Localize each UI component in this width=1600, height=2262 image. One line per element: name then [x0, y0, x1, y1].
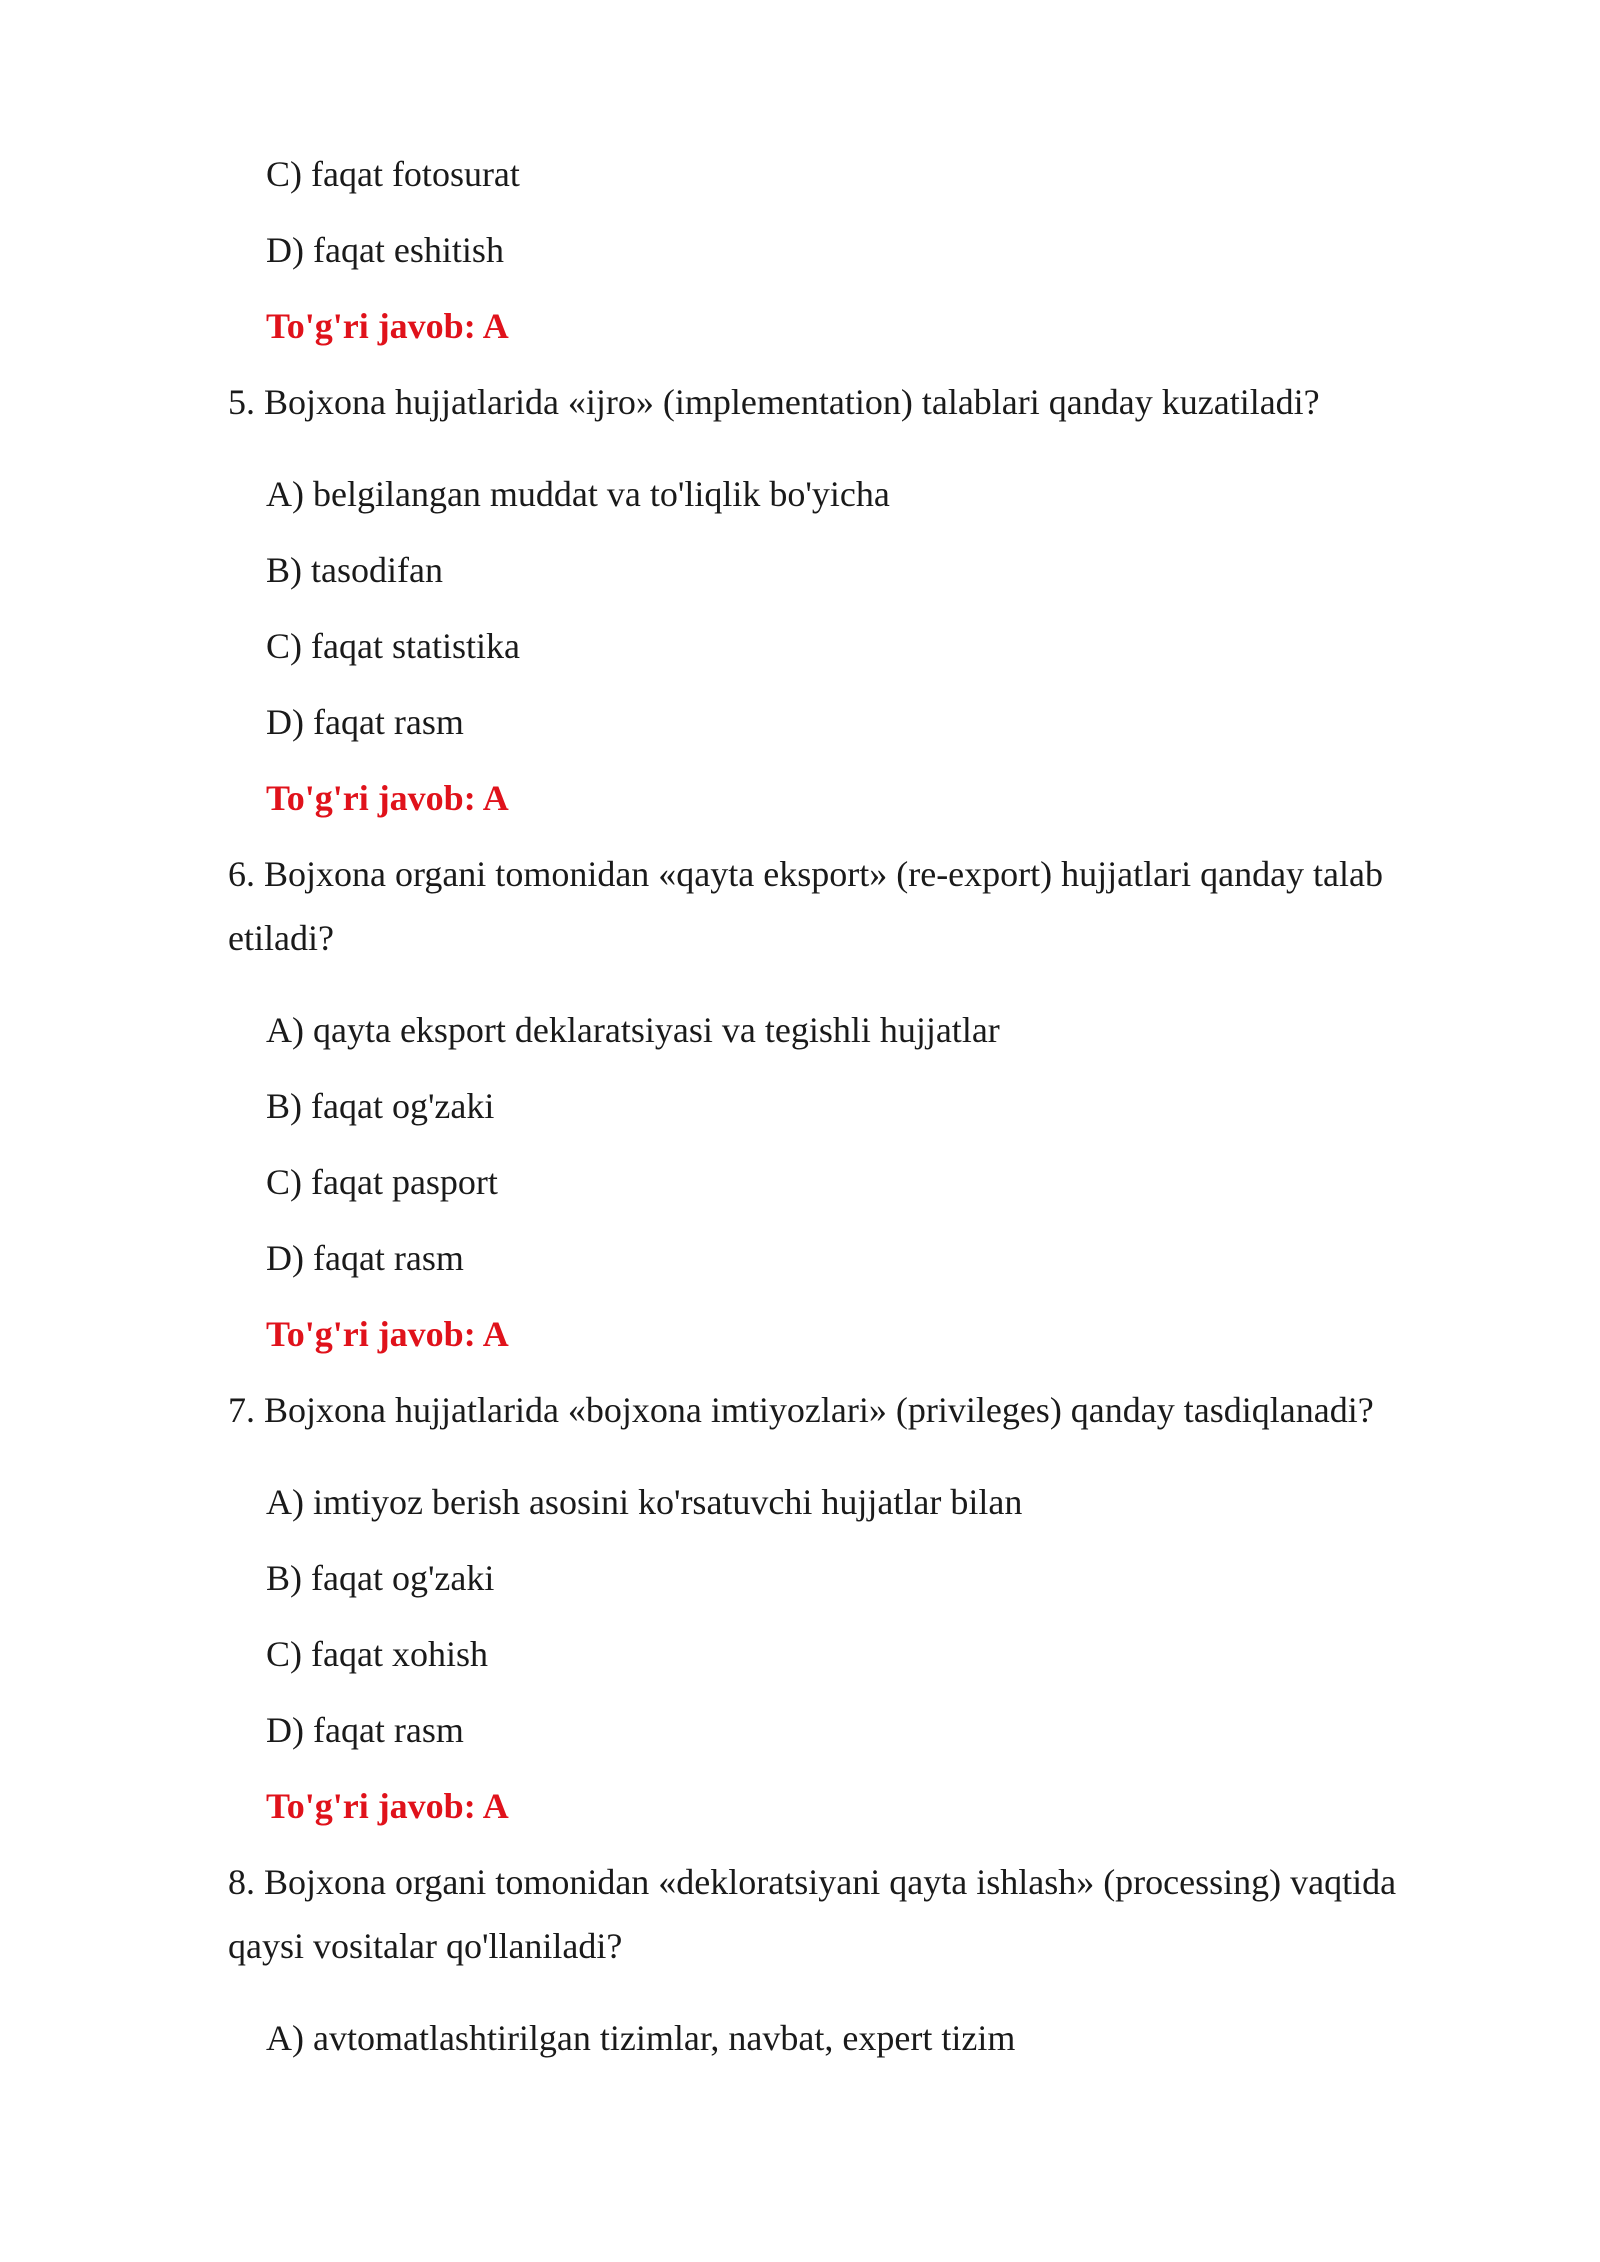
q6-option-c: C) faqat pasport — [266, 1162, 498, 1202]
q5-option-d: D) faqat rasm — [266, 702, 464, 742]
q5-correct-answer: To'g'ri javob: A — [266, 778, 509, 818]
q7-option-a: A) imtiyoz berish asosini ko'rsatuvchi hujjatlar bilan — [266, 1482, 1023, 1522]
q6-correct-answer: To'g'ri javob: A — [266, 1314, 509, 1354]
question-7-text: 7. Bojxona hujjatlarida «bojxona imtiyozlari» (privileges) qanday tasdiqlanadi? — [228, 1390, 1374, 1430]
q5-option-b: B) tasodifan — [266, 550, 443, 590]
q5-option-a: A) belgilangan muddat va to'liqlik bo'yicha — [266, 474, 890, 514]
correct-answer: To'g'ri javob: A — [266, 306, 509, 346]
q7-option-b: B) faqat og'zaki — [266, 1558, 495, 1598]
question-8-text-line-2: qaysi vositalar qo'llaniladi? — [228, 1926, 623, 1966]
option-c: C) faqat fotosurat — [266, 154, 520, 194]
q7-correct-answer: To'g'ri javob: A — [266, 1786, 509, 1826]
q7-option-d: D) faqat rasm — [266, 1710, 464, 1750]
q6-option-d: D) faqat rasm — [266, 1238, 464, 1278]
question-6-text-line-2: etiladi? — [228, 918, 334, 958]
option-d: D) faqat eshitish — [266, 230, 504, 270]
question-6-text-line-1: 6. Bojxona organi tomonidan «qayta eksport» (re-export) hujjatlari qanday talab — [228, 854, 1384, 894]
q8-option-a: A) avtomatlashtirilgan tizimlar, navbat, expert tizim — [266, 2018, 1016, 2058]
q6-option-a: A) qayta eksport deklaratsiyasi va tegishli hujjatlar — [266, 1010, 1000, 1050]
question-5-text: 5. Bojxona hujjatlarida «ijro» (implementation) talablari qanday kuzatiladi? — [228, 382, 1320, 422]
q5-option-c: C) faqat statistika — [266, 626, 520, 666]
q7-option-c: C) faqat xohish — [266, 1634, 488, 1674]
q6-option-b: B) faqat og'zaki — [266, 1086, 495, 1126]
question-8-text-line-1: 8. Bojxona organi tomonidan «dekloratsiyani qayta ishlash» (processing) vaqtida — [228, 1862, 1397, 1902]
